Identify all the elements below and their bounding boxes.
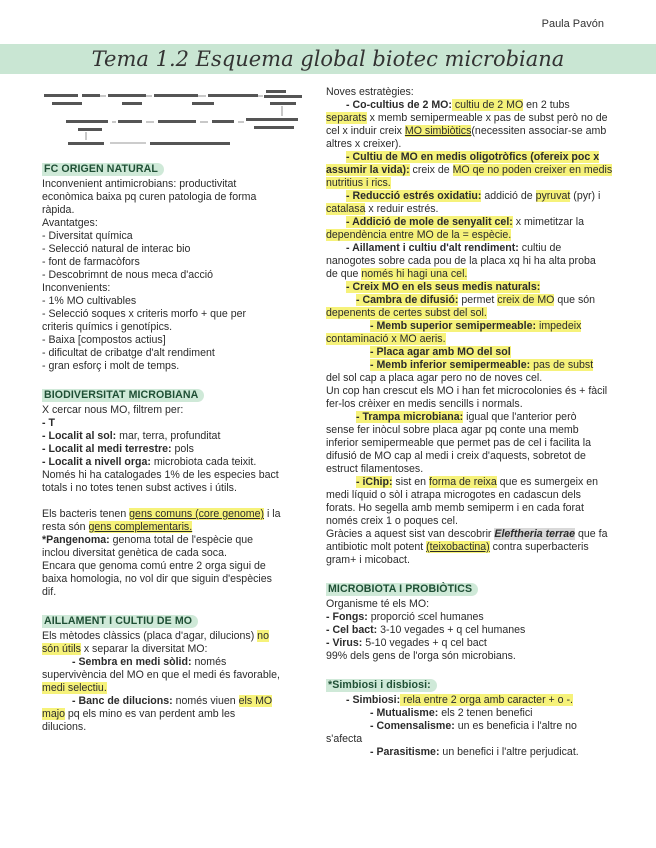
text-line: catalasa x reduir estrés.	[326, 203, 439, 215]
highlight: els MO	[238, 695, 273, 707]
list-item: - Diversitat química	[42, 230, 133, 242]
list-item: - Baixa [compostos actius]	[42, 334, 166, 346]
list-item: - Reducció estrés oxidatiu: addició de pyruvat (pyr) i	[346, 190, 601, 202]
text-line	[326, 333, 618, 346]
text-line: assumir la vida): creix de MO qe no poden creixer en medis	[326, 164, 613, 176]
author-name: Paula Pavón	[541, 18, 604, 30]
term: - Cel bact:	[326, 624, 378, 636]
text-line: majo pq els mino es van perdent amb les	[42, 708, 236, 720]
list-item: - iChip: sist en forma de reixa que es sumergeix en	[356, 476, 599, 488]
term: - Fongs:	[326, 611, 368, 623]
text-line: dif.	[42, 586, 57, 598]
highlight: medi selectiu.	[42, 682, 107, 694]
list-item: - Localit al medi terrestre: pols	[42, 443, 194, 455]
list-item: - font de farmacòfors	[42, 256, 140, 268]
term: - Banc de dilucions:	[72, 695, 173, 707]
list-item: - Comensalisme: un es beneficia i l'altre no	[370, 720, 577, 732]
list-item: - Parasitisme: un benefici i l'altre perjudicat.	[370, 746, 579, 758]
species-name: Eleftheria terrae	[494, 528, 576, 540]
list-item: - gran esforç i molt de temps.	[42, 360, 180, 372]
list-item: - Co-cultius de 2 MO: cultiu de 2 MO en 2 tubs	[346, 99, 570, 111]
list-item: - Banc de dilucions: només viuen els MO	[72, 695, 273, 707]
list-item	[326, 346, 618, 359]
list-item: - Mutualisme: els 2 tenen benefici	[370, 707, 533, 719]
highlight: - Cultiu de MO en medis oligotròfics (ofereix poc x	[346, 151, 600, 163]
highlight: només hi hagi una cel.	[361, 268, 468, 280]
text-line: Els bacteris tenen gens comuns (core genome) i la	[42, 508, 281, 520]
highlight: MO qe no poden creixer en medis	[452, 164, 613, 176]
list-item: - Selecció soques x criteris morfo + que per	[42, 308, 247, 320]
list-item: - dificultat de cribatge d'alt rendiment	[42, 347, 215, 359]
section-heading-microbiota: MICROBIOTA I PROBIÒTICS	[326, 583, 478, 596]
section-heading-aillament: AILLAMENT I CULTIU DE MO	[42, 615, 198, 628]
highlight: pas de subst	[530, 359, 594, 371]
highlight: MO simbiòtics	[404, 125, 472, 137]
list-item: - Localit a nivell orga: microbiota cada teixit.	[42, 456, 257, 468]
term: - iChip:	[356, 476, 393, 488]
highlight: gens complementaris.	[88, 521, 193, 533]
highlight: forma de reixa	[429, 476, 497, 488]
text-line	[326, 229, 618, 242]
list-item: - Cambra de difusió: permet creix de MO que són	[356, 294, 596, 306]
list-item	[326, 151, 618, 164]
text-line: fer-los crèixer en medis sencills i normals.	[326, 398, 523, 410]
text-line: dilucions.	[42, 721, 87, 733]
text-line: Un cop han crescut els MO i han fet microcolonies és + fàcil	[326, 385, 608, 397]
list-item: - Aillament i cultiu d'alt rendiment: cultiu de	[346, 242, 562, 254]
right-column	[326, 86, 618, 759]
text-line: totals i no totes tenen subst actives i útils.	[42, 482, 237, 494]
list-item: - Descobrimnt de nous meca d'acció	[42, 269, 214, 281]
text-line: forats. Ho segella amb memb semiperm i en cada forat	[326, 502, 584, 514]
term: - Virus:	[326, 637, 363, 649]
list-item: - Selecció natural de interac bio	[42, 243, 191, 255]
term: - Memb superior semipermeable:	[370, 320, 537, 332]
list-item: - 1% MO cultivables	[42, 295, 137, 307]
highlight: impedeix	[536, 320, 582, 332]
text-line: difusió de MO cap al medi i creix d'aquests, sobretot de	[326, 450, 586, 462]
page-title: Tema 1.2 Esquema global biotec microbiana	[91, 47, 565, 71]
text-line: Inconvenients:	[42, 282, 111, 294]
term: - Localit al medi terrestre:	[42, 443, 172, 455]
text-line	[326, 177, 618, 190]
list-item: - Trampa microbiana: igual que l'anterior però	[356, 411, 577, 423]
text-line: són útils x separar la diversitat MO:	[42, 643, 208, 655]
text-line: s'afecta	[326, 733, 363, 745]
text-line: cel x induir creix MO simbiòtics(necessiten associar-se amb	[326, 125, 607, 137]
highlight: catalasa	[326, 203, 366, 215]
text-line: Només hi ha catalogades 1% de les especies bact	[42, 469, 279, 481]
text-line: baixa homologia, no vol dir que siguin d'espècies	[42, 573, 272, 585]
list-item	[326, 281, 618, 294]
highlight: nutritius i rics.	[326, 177, 391, 189]
text-line: Avantatges:	[42, 217, 98, 229]
highlight: cultiu de 2 MO	[451, 99, 524, 111]
text-line: econòmica baixa pq curen patologia de forma	[42, 191, 257, 203]
text-line: Noves estratègies:	[326, 86, 414, 98]
text-line: nanogotes sobre cada pou de la placa xq hi ha alta proba	[326, 255, 596, 267]
text-line: Inconvenient antimicrobians: productivitat	[42, 178, 237, 190]
term: - Aillament i cultiu d'alt rendiment:	[346, 242, 519, 254]
highlight: gens comuns (core genome)	[129, 508, 264, 520]
term: - Localit a nivell orga:	[42, 456, 151, 468]
highlight: depenents de certes subst del sol.	[326, 307, 487, 319]
text-line	[326, 307, 618, 320]
list-item: - Addició de mole de senyalit cel: x mimetitzar la	[346, 216, 585, 228]
term: *Pangenoma:	[42, 534, 110, 546]
section-heading-simbiosi: *Simbiosi i disbiosi:	[326, 679, 437, 692]
term: - Sembra en medi sòlid:	[72, 656, 192, 668]
term: - Addició de mole de senyalit cel:	[346, 216, 513, 228]
highlight: pyruvat	[535, 190, 571, 202]
highlight: creix de MO	[497, 294, 555, 306]
highlight: dependència entre MO de la = espècie.	[326, 229, 512, 241]
text-line: resta són gens complementaris.	[42, 521, 193, 533]
list-item	[326, 320, 618, 333]
text-line: Gràcies a aquest sist van descobrir Eleftheria terrae que fa	[326, 528, 608, 540]
term: - Placa agar amb MO del sol	[370, 346, 511, 358]
section-heading-origen: FC ORIGEN NATURAL	[42, 163, 164, 176]
term: - Comensalisme:	[370, 720, 455, 732]
highlight: separats	[326, 112, 367, 124]
list-item	[326, 694, 618, 707]
text-line: Encara que genoma comú entre 2 orga sigui de	[42, 560, 266, 572]
highlight: rela entre 2 orga amb caracter + o -.	[400, 694, 573, 706]
text-line: ràpida.	[42, 204, 75, 216]
text-line: criteris químics i genotípics.	[42, 321, 173, 333]
highlight: contaminació x MO aeris.	[326, 333, 446, 345]
text-line: inferior semipermeable que permet pas de cel i facilita la	[326, 437, 591, 449]
text-line: només creix 1 o poques cel.	[326, 515, 458, 527]
term: assumir la vida):	[326, 164, 410, 176]
text-line: antibiotic molt potent (teixobactina) contra superbacteris	[326, 541, 589, 553]
text-line: del sol cap a placa agar pero no de noves cel.	[326, 372, 543, 384]
list-item: - Localit al sol: mar, terra, profunditat	[42, 430, 221, 442]
highlight: no	[257, 630, 269, 642]
highlight: majo	[42, 708, 65, 720]
text-line: Organisme té els MO:	[326, 598, 430, 610]
term: - Co-cultius de 2 MO:	[346, 99, 452, 111]
text-line: estruct filamentoses.	[326, 463, 424, 475]
text-line: gram+ i micobact.	[326, 554, 410, 566]
text-line: *Pangenoma: genoma total de l'espècie que	[42, 534, 254, 546]
term: - Memb inferior semipermeable:	[370, 359, 531, 371]
highlight: són útils	[42, 643, 81, 655]
list-item: - Virus: 5-10 vegades + q cel bact	[326, 637, 487, 649]
text-line: 99% dels gens de l'orga són microbians.	[326, 650, 516, 662]
list-item: - T	[42, 417, 55, 429]
term: - Trampa microbiana:	[356, 411, 464, 423]
text-line: inclou diversitat genètica de cada soca.	[42, 547, 227, 559]
text-line: de que només hi hagi una cel.	[326, 268, 468, 280]
text-line: altres x creixer).	[326, 138, 402, 150]
flow-diagram-image	[42, 86, 314, 150]
term: - Creix MO en els seus medis naturals:	[346, 281, 541, 293]
text-line: supervivència del MO en que el medi és favorable,	[42, 669, 280, 681]
text-line: X cercar nous MO, filtrem per:	[42, 404, 184, 416]
text-line: medi líquid o sòl i atrapa microgotes en cadascun dels	[326, 489, 581, 501]
term: - Reducció estrés oxidatiu:	[346, 190, 482, 202]
term: - Simbiosi:	[346, 694, 401, 706]
text-line: sense fer inòcul sobre placa agar pq conte una memb	[326, 424, 579, 436]
text-line: Els mètodes clàssics (placa d'agar, dilucions) no	[42, 630, 269, 642]
list-item: - Fongs: proporció ≤cel humanes	[326, 611, 484, 623]
text-line: separats x memb semipermeable x pas de subst però no de	[326, 112, 608, 124]
list-item: - Cel bact: 3-10 vegades + q cel humanes	[326, 624, 526, 636]
section-heading-biodiversitat: BIODIVERSITAT MICROBIANA	[42, 389, 204, 402]
left-column	[42, 160, 314, 734]
term: - Cambra de difusió:	[356, 294, 459, 306]
term: - Parasitisme:	[370, 746, 440, 758]
highlight: (teixobactina)	[426, 541, 490, 553]
text-line	[42, 682, 314, 695]
list-item: - Sembra en medi sòlid: només	[72, 656, 227, 668]
term: - Localit al sol:	[42, 430, 117, 442]
term: - Mutualisme:	[370, 707, 439, 719]
list-item	[326, 359, 618, 372]
